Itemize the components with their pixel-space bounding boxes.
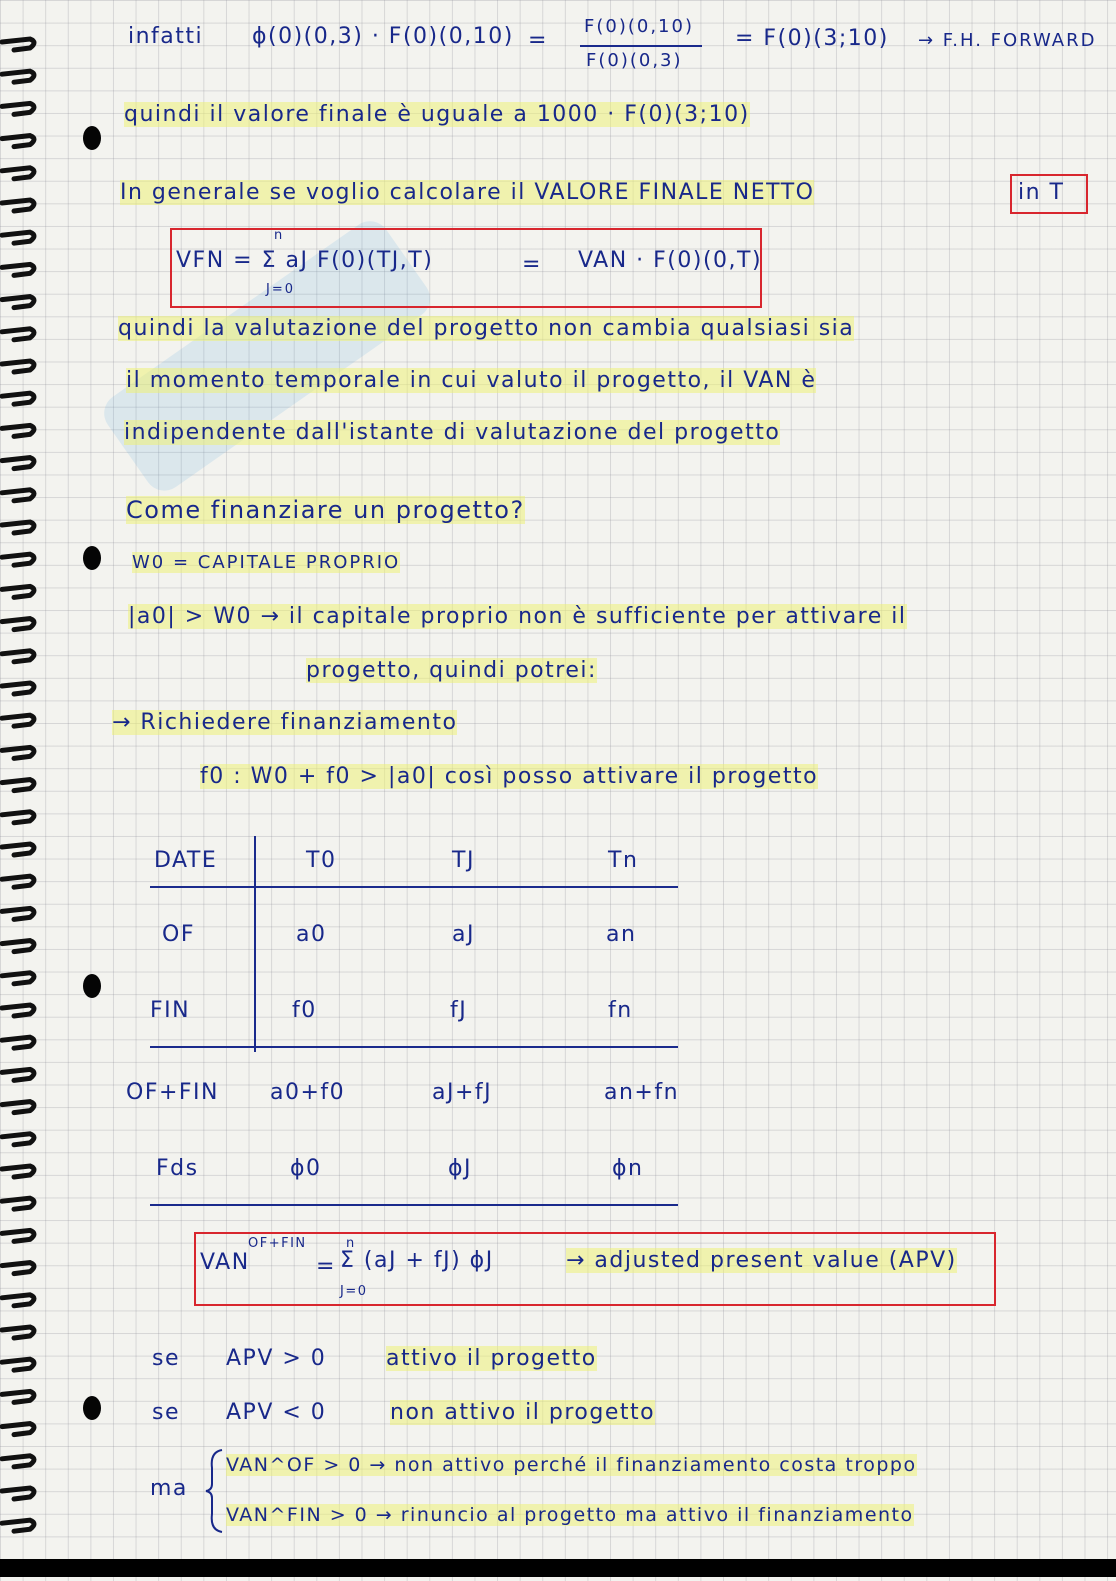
punch-hole (83, 126, 101, 150)
text-own-capital: W0 = CAPITALE PROPRIO (132, 552, 401, 573)
text-request-financing: → Richiedere finanziamento (112, 710, 458, 735)
table-cell: ϕJ (448, 1156, 473, 1181)
fraction-numerator: F(0)(0,10) (584, 16, 694, 37)
table-row-label-fds: Fds (156, 1156, 199, 1181)
spiral-ring (2, 168, 34, 179)
notebook-spiral-binding (0, 0, 42, 1577)
spiral-ring (2, 71, 34, 82)
spiral-ring (2, 425, 34, 436)
spiral-ring (2, 136, 34, 147)
text-final-value: quindi il valore finale è uguale a 1000 · F(0)(3;10) (124, 102, 750, 127)
spiral-ring (2, 973, 34, 984)
heading-financing: Come finanziare un progetto? (126, 496, 525, 524)
vfn-equals: = (522, 252, 542, 277)
rule1-action: attivo il progetto (386, 1346, 597, 1371)
table-row-label-of-fin: OF+FIN (126, 1080, 220, 1105)
vfn-formula: VFN = Σ aJ F(0)(TJ,T) (176, 248, 434, 273)
spiral-ring (2, 393, 34, 404)
spiral-ring (2, 232, 34, 243)
apv-van: VAN (200, 1250, 250, 1275)
spiral-ring (2, 1424, 34, 1435)
spiral-ring (2, 1134, 34, 1145)
table-header-tj: TJ (452, 848, 475, 873)
spiral-ring (2, 747, 34, 758)
spiral-ring (2, 1456, 34, 1467)
spiral-ring (2, 39, 34, 50)
rule2-action: non attivo il progetto (390, 1400, 656, 1425)
spiral-ring (2, 1069, 34, 1080)
table-cell: fJ (450, 998, 468, 1023)
spiral-ring (2, 908, 34, 919)
spiral-ring (2, 1166, 34, 1177)
text-financing-condition: f0 : W0 + f0 > |a0| così posso attivare il progetto (200, 764, 819, 789)
spiral-ring (2, 1102, 34, 1113)
rule1-se: se (152, 1346, 180, 1371)
table-vertical-rule (254, 836, 256, 1052)
formula-phi-times-F: ϕ(0)(0,3) · F(0)(0,10) (252, 24, 514, 49)
spiral-ring (2, 1263, 34, 1274)
spiral-ring (2, 1391, 34, 1402)
text-general: In generale se voglio calcolare il VALORE FINALE NETTO (120, 180, 815, 205)
text-valuation-line1: quindi la valutazione del progetto non cambia qualsiasi sia (118, 316, 855, 341)
spiral-ring (2, 361, 34, 372)
text-valuation-line3: indipendente dall'istante di valutazione del progetto (124, 420, 781, 445)
sum-upper-limit: n (274, 228, 285, 243)
condition-van-of: VAN^OF > 0 → non attivo perché il finanziamento costa troppo (226, 1454, 917, 1476)
apv-sum-lower: J=0 (340, 1284, 368, 1299)
spiral-ring (2, 329, 34, 340)
punch-hole (83, 974, 101, 998)
table-header-date: DATE (154, 848, 218, 873)
condition-van-fin: VAN^FIN > 0 → rinuncio al progetto ma attivo il finanziamento (226, 1504, 914, 1526)
table-cell: ϕn (612, 1156, 644, 1181)
spiral-ring (2, 619, 34, 630)
table-row-label-fin: FIN (150, 998, 191, 1023)
spiral-ring (2, 1359, 34, 1370)
rule2-condition: APV < 0 (226, 1400, 327, 1425)
table-sum-rule (150, 1046, 678, 1048)
spiral-ring (2, 1520, 34, 1531)
spiral-ring (2, 1230, 34, 1241)
spiral-ring (2, 1005, 34, 1016)
spiral-ring (2, 683, 34, 694)
spiral-ring (2, 812, 34, 823)
table-cell: an+fn (604, 1080, 680, 1105)
table-bottom-rule (150, 1204, 678, 1206)
table-cell: ϕ0 (290, 1156, 322, 1181)
spiral-ring (2, 1327, 34, 1338)
spiral-ring (2, 844, 34, 855)
table-cell: aJ+fJ (432, 1080, 493, 1105)
spiral-ring (2, 522, 34, 533)
forward-label: → F.H. FORWARD (918, 30, 1097, 51)
text-in-T: in T (1018, 180, 1065, 205)
apv-van-superscript: OF+FIN (248, 1236, 307, 1251)
text-infatti: infatti (128, 24, 204, 49)
spiral-ring (2, 1295, 34, 1306)
text-ma: ma (150, 1476, 188, 1501)
spiral-ring (2, 876, 34, 887)
fraction-denominator: F(0)(0,3) (586, 50, 683, 71)
spiral-ring (2, 297, 34, 308)
spiral-rings (0, 0, 42, 1577)
scan-bottom-edge (0, 1559, 1116, 1577)
table-row-label-of: OF (162, 922, 195, 947)
table-cell: aJ (452, 922, 475, 947)
spiral-ring (2, 941, 34, 952)
table-header-t0: T0 (306, 848, 337, 873)
sum-lower-limit: J=0 (266, 282, 295, 297)
fraction-bar (580, 45, 702, 47)
spiral-ring (2, 264, 34, 275)
table-cell: f0 (292, 998, 317, 1023)
table-cell: a0+f0 (270, 1080, 346, 1105)
spiral-ring (2, 103, 34, 114)
spiral-ring (2, 715, 34, 726)
equals-sign: = (528, 28, 548, 53)
apv-label: → adjusted present value (APV) (566, 1248, 957, 1273)
apv-expression: Σ (aJ + fJ) ϕJ (340, 1248, 494, 1273)
spiral-ring (2, 458, 34, 469)
spiral-ring (2, 200, 34, 211)
spiral-ring (2, 1198, 34, 1209)
table-cell: a0 (296, 922, 327, 947)
apv-equals: = (316, 1254, 336, 1279)
vfn-right: VAN · F(0)(0,T) (578, 248, 763, 273)
table-cell: fn (608, 998, 633, 1023)
forward-factor: = F(0)(3;10) (735, 26, 889, 51)
text-capital-insufficient: |a0| > W0 → il capitale proprio non è sufficiente per attivare il (128, 604, 907, 629)
spiral-ring (2, 1488, 34, 1499)
text-valuation-line2: il momento temporale in cui valuto il progetto, il VAN è (126, 368, 817, 393)
curly-brace (204, 1448, 226, 1534)
spiral-ring (2, 1037, 34, 1048)
spiral-ring (2, 780, 34, 791)
spiral-ring (2, 586, 34, 597)
spiral-ring (2, 490, 34, 501)
table-header-rule (150, 886, 678, 888)
rule2-se: se (152, 1400, 180, 1425)
apv-sum-upper: n (346, 1236, 356, 1251)
spiral-ring (2, 651, 34, 662)
table-cell: an (606, 922, 637, 947)
table-header-tn: Tn (608, 848, 639, 873)
rule1-condition: APV > 0 (226, 1346, 327, 1371)
spiral-ring (2, 554, 34, 565)
text-then-could: progetto, quindi potrei: (306, 658, 597, 683)
punch-hole (83, 1396, 101, 1420)
